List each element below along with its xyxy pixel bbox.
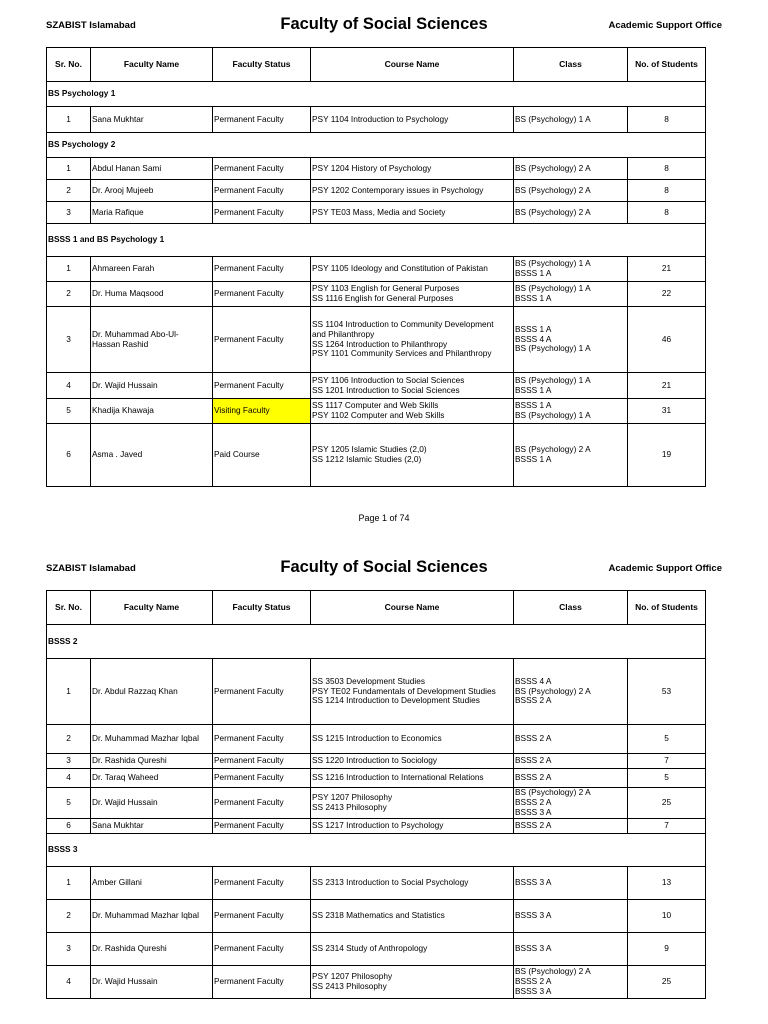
class-cell [514, 107, 628, 133]
sr-no-cell: 2 [47, 282, 91, 307]
student-count-cell: 5 [628, 769, 706, 788]
sr-no-cell: 1 [47, 107, 91, 133]
class-name: BSSS 1 A BS (Psychology) 1 A [515, 400, 591, 420]
page-title: Faculty of Social Sciences [280, 15, 488, 33]
class-name: BSSS 4 A BS (Psychology) 2 A BSSS 2 A [515, 675, 591, 706]
student-count-cell: 53 [628, 659, 706, 725]
faculty-name-cell [91, 818, 213, 833]
sr-no-cell: 3 [47, 932, 91, 965]
class-cell [514, 180, 628, 202]
sr-no-cell: 3 [47, 307, 91, 373]
course-name: PSY 1104 Introduction to Psychology [312, 113, 449, 124]
class-name: BSSS 3 A [515, 909, 552, 920]
course-name-cell [311, 399, 514, 424]
class-cell [514, 257, 628, 282]
course-name: PSY 1205 Islamic Studies (2,0) SS 1212 Islamic Studies (2,0) [312, 444, 427, 464]
table-row [47, 424, 706, 487]
sr-no-cell: 1 [47, 257, 91, 282]
faculty-name: Maria Rafique [92, 206, 144, 217]
faculty-name-cell [91, 754, 213, 769]
table-row [47, 818, 706, 833]
faculty-name-cell [91, 180, 213, 202]
column-class: Class [514, 591, 628, 625]
class-name: BS (Psychology) 1 A BSSS 1 A [515, 374, 591, 395]
student-count-cell: 8 [628, 180, 706, 202]
institution-name: SZABIST Islamabad [46, 563, 136, 574]
course-name: SS 2314 Study of Anthropology [312, 942, 428, 953]
column-course-name: Course Name [311, 48, 514, 82]
faculty-name: Asma . Javed [92, 449, 143, 460]
class-name: BSSS 2 A [515, 755, 552, 766]
student-count-cell: 25 [628, 788, 706, 819]
course-name: PSY 1105 Ideology and Constitution of Pakistan [312, 263, 488, 274]
course-name: SS 1215 Introduction to Economics [312, 733, 442, 744]
faculty-name: Ahmareen Farah [92, 263, 155, 274]
page-header [0, 543, 768, 583]
course-name: PSY 1106 Introduction to Social Sciences SS 1201 Introduction to Social Sciences [312, 374, 465, 395]
faculty-name-cell [91, 107, 213, 133]
course-name: SS 1216 Introduction to International Relations [312, 772, 484, 783]
course-name: PSY 1204 History of Psychology [312, 162, 432, 173]
table-row [47, 899, 706, 932]
course-name-cell [311, 932, 514, 965]
course-name-cell [311, 818, 514, 833]
class-cell [514, 399, 628, 424]
column-sr-no: Sr. No. [47, 48, 91, 82]
class-cell [514, 282, 628, 307]
class-cell [514, 965, 628, 998]
faculty-name: Dr. Wajid Hussain [92, 379, 158, 390]
faculty-name-cell [91, 788, 213, 819]
table-row [47, 282, 706, 307]
faculty-status-cell: Paid Course [213, 424, 311, 487]
faculty-name-cell [91, 899, 213, 932]
class-cell [514, 373, 628, 399]
class-name: BSSS 2 A [515, 772, 552, 783]
sr-no-cell: 2 [47, 725, 91, 754]
course-name-cell [311, 788, 514, 819]
table-row [47, 257, 706, 282]
class-name: BS (Psychology) 2 A BSSS 2 A BSSS 3 A [515, 965, 591, 996]
office-name: Academic Support Office [608, 20, 722, 31]
faculty-name-cell [91, 659, 213, 725]
table-row [47, 659, 706, 725]
table-header-row [47, 48, 706, 82]
faculty-name-cell [91, 282, 213, 307]
faculty-name: Dr. Huma Maqsood [92, 288, 164, 299]
student-count-cell: 22 [628, 282, 706, 307]
sr-no-cell: 4 [47, 769, 91, 788]
sr-no-cell: 6 [47, 424, 91, 487]
sr-no-cell: 6 [47, 818, 91, 833]
class-cell [514, 866, 628, 899]
column-faculty-status: Faculty Status [213, 48, 311, 82]
course-name-cell [311, 373, 514, 399]
sr-no-cell: 5 [47, 788, 91, 819]
faculty-name-cell [91, 769, 213, 788]
column-no-of-students: No. of Students [628, 591, 706, 625]
faculty-name: Dr. Muhammad Mazhar Iqbal [92, 733, 199, 744]
student-count-cell: 21 [628, 373, 706, 399]
faculty-name: Dr. Muhammad Mazhar Iqbal [92, 909, 199, 920]
table-row [47, 180, 706, 202]
table-row [47, 754, 706, 769]
table-row [47, 725, 706, 754]
table-row [47, 202, 706, 224]
sr-no-cell: 2 [47, 180, 91, 202]
faculty-name-cell [91, 307, 213, 373]
section-row [47, 82, 706, 107]
faculty-name-cell [91, 725, 213, 754]
page-header [0, 0, 768, 40]
student-count-cell: 8 [628, 202, 706, 224]
student-count-cell: 13 [628, 866, 706, 899]
course-name-cell [311, 158, 514, 180]
course-name: PSY TE03 Mass, Media and Society [312, 206, 446, 217]
faculty-status-cell: Permanent Faculty [213, 818, 311, 833]
institution-name: SZABIST Islamabad [46, 20, 136, 31]
faculty-name: Dr. Abdul Razzaq Khan [92, 685, 178, 696]
sr-no-cell: 3 [47, 754, 91, 769]
column-no-of-students: No. of Students [628, 48, 706, 82]
class-cell [514, 788, 628, 819]
course-name: SS 2313 Introduction to Social Psychology [312, 876, 469, 887]
column-class: Class [514, 48, 628, 82]
class-name: BS (Psychology) 2 A [515, 206, 591, 217]
course-name: PSY 1202 Contemporary issues in Psychology [312, 184, 484, 195]
faculty-status-cell: Permanent Faculty [213, 373, 311, 399]
course-name: SS 2318 Mathematics and Statistics [312, 909, 445, 920]
course-name-cell [311, 769, 514, 788]
faculty-name: Khadija Khawaja [92, 405, 154, 416]
class-cell [514, 769, 628, 788]
class-cell [514, 202, 628, 224]
class-cell [514, 424, 628, 487]
course-name-cell [311, 202, 514, 224]
table-row [47, 932, 706, 965]
column-faculty-name: Faculty Name [91, 591, 213, 625]
faculty-table [46, 590, 706, 999]
section-label: BS Psychology 1 [47, 82, 706, 107]
page-number: Page 1 of 74 [358, 513, 410, 523]
course-name: SS 1217 Introduction to Psychology [312, 819, 444, 830]
student-count-cell: 8 [628, 107, 706, 133]
student-count-cell: 21 [628, 257, 706, 282]
course-name-cell [311, 307, 514, 373]
section-row [47, 224, 706, 257]
sr-no-cell: 1 [47, 866, 91, 899]
class-name: BS (Psychology) 1 A [515, 113, 591, 124]
course-name-cell [311, 725, 514, 754]
class-cell [514, 307, 628, 373]
course-name-cell [311, 659, 514, 725]
faculty-name: Sana Mukhtar [92, 819, 144, 830]
student-count-cell: 7 [628, 754, 706, 769]
faculty-name: Dr. Wajid Hussain [92, 796, 158, 807]
faculty-name-cell [91, 424, 213, 487]
course-name: SS 3503 Development Studies PSY TE02 Fundamentals of Development Studies SS 1214 Introduction to Development Studies [312, 675, 496, 706]
faculty-status-cell: Permanent Faculty [213, 158, 311, 180]
page-title: Faculty of Social Sciences [280, 558, 488, 576]
course-name-cell [311, 257, 514, 282]
faculty-status-cell: Permanent Faculty [213, 659, 311, 725]
sr-no-cell: 3 [47, 202, 91, 224]
student-count-cell: 25 [628, 965, 706, 998]
column-faculty-status: Faculty Status [213, 591, 311, 625]
sr-no-cell: 1 [47, 158, 91, 180]
faculty-status-cell: Permanent Faculty [213, 965, 311, 998]
faculty-name-cell [91, 866, 213, 899]
student-count-cell: 8 [628, 158, 706, 180]
faculty-status-cell: Permanent Faculty [213, 202, 311, 224]
section-row [47, 625, 706, 659]
section-label: BSSS 1 and BS Psychology 1 [47, 224, 706, 257]
table-row [47, 399, 706, 424]
student-count-cell: 5 [628, 725, 706, 754]
faculty-name-cell [91, 932, 213, 965]
faculty-status-cell: Permanent Faculty [213, 866, 311, 899]
sr-no-cell: 1 [47, 659, 91, 725]
faculty-status-cell: Permanent Faculty [213, 932, 311, 965]
sr-no-cell: 4 [47, 965, 91, 998]
table-row [47, 769, 706, 788]
course-name: PSY 1207 Philosophy SS 2413 Philosophy [312, 791, 393, 812]
faculty-name-cell [91, 158, 213, 180]
faculty-status-cell: Permanent Faculty [213, 725, 311, 754]
section-row [47, 833, 706, 866]
faculty-status-cell: Permanent Faculty [213, 257, 311, 282]
class-cell [514, 899, 628, 932]
course-name: SS 1220 Introduction to Sociology [312, 755, 437, 766]
office-name: Academic Support Office [608, 563, 722, 574]
table-row [47, 788, 706, 819]
faculty-name: Sana Mukhtar [92, 113, 144, 124]
faculty-name-cell [91, 399, 213, 424]
class-cell [514, 158, 628, 180]
faculty-status-cell: Permanent Faculty [213, 307, 311, 373]
faculty-status-cell: Permanent Faculty [213, 899, 311, 932]
faculty-name: Dr. Arooj Mujeeb [92, 184, 154, 195]
faculty-name: Dr. Rashida Qureshi [92, 942, 167, 953]
class-name: BS (Psychology) 1 A BSSS 1 A [515, 283, 591, 303]
section-label: BS Psychology 2 [47, 133, 706, 158]
course-name-cell [311, 754, 514, 769]
class-name: BSSS 3 A [515, 942, 552, 953]
class-name: BS (Psychology) 2 A [515, 162, 591, 173]
faculty-name-cell [91, 373, 213, 399]
faculty-name: Dr. Taraq Waheed [92, 772, 159, 783]
course-name-cell [311, 180, 514, 202]
course-name-cell [311, 899, 514, 932]
table-row [47, 107, 706, 133]
faculty-status-cell: Visiting Faculty [213, 399, 311, 424]
class-name: BS (Psychology) 2 A [515, 184, 591, 195]
class-name: BSSS 2 A [515, 819, 552, 830]
faculty-name: Dr. Wajid Hussain [92, 975, 158, 986]
class-name: BSSS 3 A [515, 876, 552, 887]
faculty-status-cell: Permanent Faculty [213, 282, 311, 307]
class-name: BS (Psychology) 2 A BSSS 1 A [515, 444, 591, 464]
column-course-name: Course Name [311, 591, 514, 625]
faculty-table [46, 47, 706, 487]
faculty-status-cell: Permanent Faculty [213, 769, 311, 788]
table-row [47, 373, 706, 399]
student-count-cell: 19 [628, 424, 706, 487]
class-cell [514, 932, 628, 965]
student-count-cell: 10 [628, 899, 706, 932]
table-header-row [47, 591, 706, 625]
student-count-cell: 46 [628, 307, 706, 373]
student-count-cell: 9 [628, 932, 706, 965]
sr-no-cell: 4 [47, 373, 91, 399]
faculty-name-cell [91, 965, 213, 998]
section-label: BSSS 3 [47, 833, 706, 866]
table-row [47, 965, 706, 998]
class-name: BSSS 2 A [515, 733, 552, 744]
column-sr-no: Sr. No. [47, 591, 91, 625]
class-cell [514, 754, 628, 769]
course-name-cell [311, 107, 514, 133]
faculty-status-cell: Permanent Faculty [213, 180, 311, 202]
document-page-2 [0, 543, 768, 1024]
section-label: BSSS 2 [47, 625, 706, 659]
faculty-name: Dr. Rashida Qureshi [92, 755, 167, 766]
class-cell [514, 818, 628, 833]
class-cell [514, 725, 628, 754]
course-name-cell [311, 965, 514, 998]
faculty-status-cell: Permanent Faculty [213, 754, 311, 769]
faculty-status-cell: Permanent Faculty [213, 107, 311, 133]
class-name: BS (Psychology) 1 A BSSS 1 A [515, 258, 591, 278]
class-cell [514, 659, 628, 725]
course-name: PSY 1103 English for General Purposes SS 1116 English for General Purposes [312, 283, 460, 303]
class-name: BSSS 1 A BSSS 4 A BS (Psychology) 1 A [515, 323, 591, 354]
course-name: PSY 1207 Philosophy SS 2413 Philosophy [312, 970, 393, 991]
course-name: SS 1117 Computer and Web Skills PSY 1102 Computer and Web Skills [312, 400, 445, 420]
class-name: BS (Psychology) 2 A BSSS 2 A BSSS 3 A [515, 787, 591, 817]
course-name-cell [311, 424, 514, 487]
student-count-cell: 31 [628, 399, 706, 424]
student-count-cell: 7 [628, 818, 706, 833]
faculty-name-cell [91, 257, 213, 282]
sr-no-cell: 5 [47, 399, 91, 424]
table-row [47, 158, 706, 180]
section-row [47, 133, 706, 158]
course-name: SS 1104 Introduction to Community Development and Philanthropy SS 1264 Introduction to Philanthropy PSY 1101 Community Services and Philanthropy [312, 318, 494, 359]
course-name-cell [311, 282, 514, 307]
table-row [47, 307, 706, 373]
faculty-status-cell: Permanent Faculty [213, 788, 311, 819]
sr-no-cell: 2 [47, 899, 91, 932]
table-row [47, 866, 706, 899]
faculty-name: Dr. Muhammad Abo-Ul- Hassan Rashid [92, 328, 179, 349]
faculty-name-cell [91, 202, 213, 224]
faculty-name: Amber Gillani [92, 876, 142, 887]
faculty-name: Abdul Hanan Sami [92, 162, 162, 173]
column-faculty-name: Faculty Name [91, 48, 213, 82]
course-name-cell [311, 866, 514, 899]
